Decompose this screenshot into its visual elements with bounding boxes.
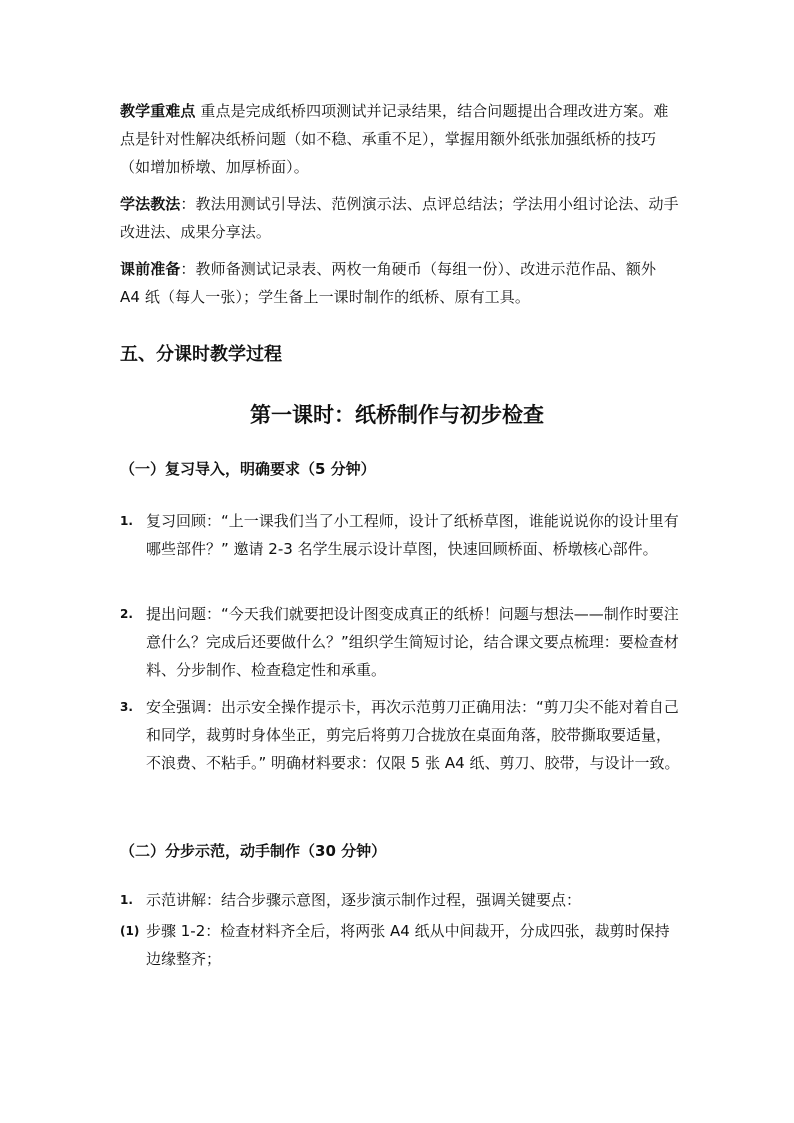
prep-label: 课前准备 — [120, 260, 181, 278]
list-item-text: 提出问题：“今天我们就要把设计图变成真正的纸桥！问题与想法——制作时要注意什么？完成后还要做什么？”组织学生简短讨论，结合课文要点梳理：要检查材料、分步制作、检查稳定性和承重。 — [146, 605, 679, 679]
list-item-text: 复习回顾：“上一课我们当了小工程师，设计了纸桥草图，谁能说说你的设计里有哪些部件？” 邀请 2-3 名学生展示设计草图，快速回顾桥面、桥墩核心部件。 — [146, 512, 679, 558]
list-item-number: 2. — [120, 607, 133, 621]
list-item-number: (1) — [120, 924, 140, 938]
list-item — [120, 600, 680, 684]
methods-text: ：教法用测试引导法、范例演示法、点评总结法；学法用小组讨论法、动手改进法、成果分享法。 — [120, 195, 679, 241]
key-points-paragraph — [120, 97, 680, 181]
list-item-number: 1. — [120, 893, 133, 907]
list-item-number: 1. — [120, 514, 133, 528]
methods-paragraph — [120, 190, 680, 246]
list-item — [120, 917, 680, 973]
part2-heading: （二）分步示范，动手制作（30 分钟） — [120, 842, 387, 860]
list-item-text: 步骤 1-2：检查材料齐全后，将两张 A4 纸从中间裁开，分成四张，裁剪时保持边缘整齐； — [146, 922, 670, 968]
lesson-title: 第一课时：纸桥制作与初步检查 — [250, 403, 544, 427]
prep-paragraph — [120, 255, 680, 311]
list-item — [120, 507, 680, 563]
methods-label: 学法教法 — [120, 195, 181, 213]
list-item-text: 安全强调：出示安全操作提示卡，再次示范剪刀正确用法：“剪刀尖不能对着自己和同学，裁剪时身体坐正，剪完后将剪刀合拢放在桌面角落，胶带撕取要适量，不浪费、不粘手。” 明确材料要求：仅限 5 张 A4 纸、剪刀、胶带，与设计一致。 — [146, 698, 680, 772]
prep-text: ：教师备测试记录表、两枚一角硬币（每组一份）、改进示范作品、额外 A4 纸（每人一张）；学生备上一课时制作的纸桥、原有工具。 — [120, 260, 657, 306]
section-heading: 五、分课时教学过程 — [120, 344, 282, 365]
key-points-label: 教学重难点 — [120, 102, 196, 120]
list-item — [120, 693, 680, 777]
list-item — [120, 886, 680, 914]
list-item-text: 示范讲解：结合步骤示意图，逐步演示制作过程，强调关键要点： — [146, 891, 582, 909]
key-points-text: 重点是完成纸桥四项测试并记录结果，结合问题提出合理改进方案。难点是针对性解决纸桥问题（如不稳、承重不足），掌握用额外纸张加强纸桥的技巧（如增加桥墩、加厚桥面）。 — [120, 102, 669, 176]
part1-heading: （一）复习导入，明确要求（5 分钟） — [120, 460, 376, 478]
list-item-number: 3. — [120, 700, 133, 714]
